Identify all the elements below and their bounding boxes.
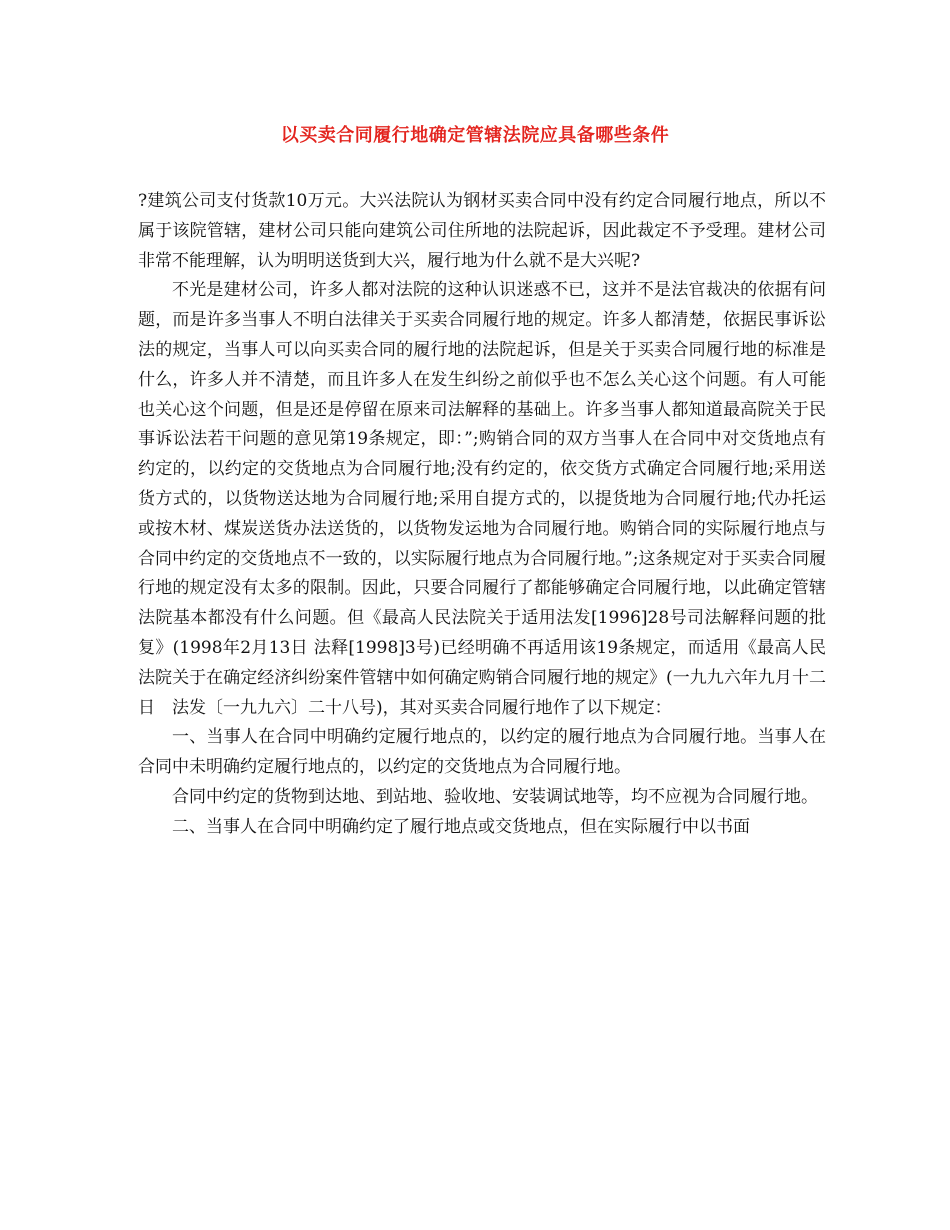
paragraph-4: 合同中约定的货物到达地、到站地、验收地、安装调试地等，均不应视为合同履行地。	[172, 786, 818, 807]
paragraph-5: 二、当事人在合同中明确约定了履行地点或交货地点，但在实际履行中以书面	[172, 816, 750, 837]
paragraph-1: ?建筑公司支付货款10万元。大兴法院认为钢材买卖合同中没有约定合同履行地点，所以不属于该院管辖，建材公司只能向建筑公司住所地的法院起诉，因此裁定不予受理。建材公司非常不能理解，认为明明送货到大兴，履行地为什么就不是大兴呢?	[138, 191, 826, 271]
paragraph-2: 不光是建材公司，许多人都对法院的这种认识迷惑不已，这并不是法官裁决的依据有问题，而是许多当事人不明白法律关于买卖合同履行地的规定。许多人都清楚，依据民事诉讼法的规定，当事人可以向买卖合同的履行地的法院起诉，但是关于买卖合同履行地的标准是什么，许多人并不清楚，而且许多人在发生纠纷之前似乎也不怎么关心这个问题。有人可能也关心这个问题，但是还是停留在原来司法解释的基础上。许多当事人都知道最高院关于民事诉讼法若干问题的意见第19条规定，即：”;购销合同的双方当事人在合同中对交货地点有约定的，以约定的交货地点为合同履行地;没有约定的，依交货方式确定合同履行地;采用送货方式的，以货物送达地为合同履行地;采用自提方式的，以提货地为合同履行地;代办托运或按木材、煤炭送货办法送货的，以货物发运地为合同履行地。购销合同的实际履行地点与合同中约定的交货地点不一致的，以实际履行地点为合同履行地。”;这条规定对于买卖合同履行地的规定没有太多的限制。因此，只要合同履行了都能够确定合同履行地，以此确定管辖法院基本都没有什么问题。但《最高人民法院关于适用法发[1996]28号司法解释问题的批复》(1998年2月13日 法释[1998]3号)已经明确不再适用该19条规定，而适用《最高人民法院关于在确定经济纠纷案件管辖中如何确定购销合同履行地的规定》(一九九六年九月十二日 法发〔一九九六〕二十八号)，其对买卖合同履行地作了以下规定：	[138, 280, 826, 718]
document-title: 以买卖合同履行地确定管辖法院应具备哪些条件	[280, 125, 670, 146]
document-body	[138, 187, 826, 843]
paragraph-3: 一、当事人在合同中明确约定履行地点的，以约定的履行地点为合同履行地。当事人在合同中未明确约定履行地点的，以约定的交货地点为合同履行地。	[138, 727, 826, 778]
